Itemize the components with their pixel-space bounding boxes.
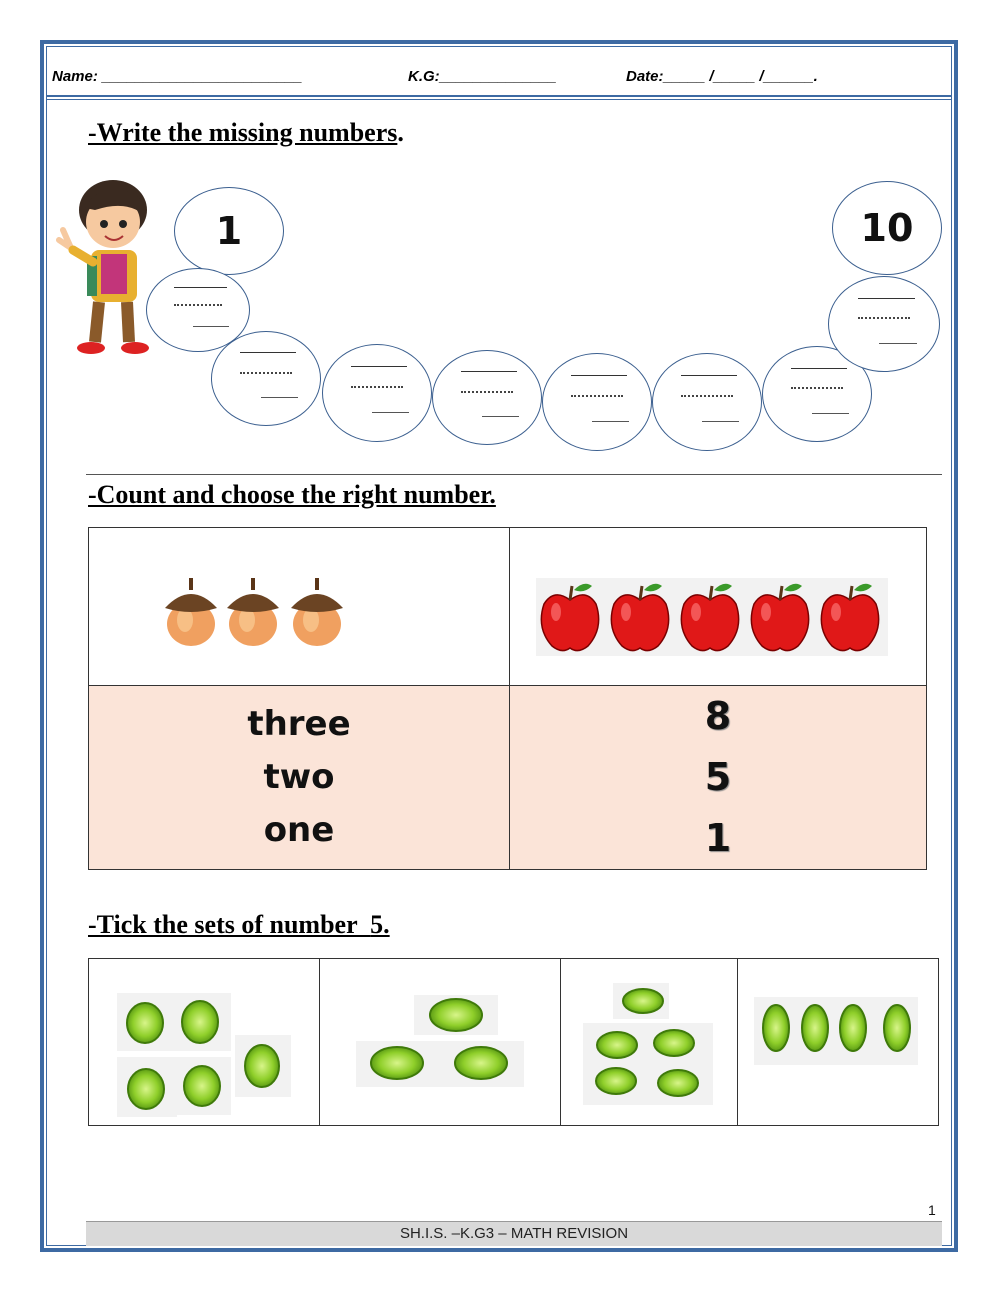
end-number: 10 <box>860 206 914 250</box>
set-1[interactable] <box>89 959 320 1126</box>
section-tick-title: -Tick the sets of number 5. <box>88 910 390 939</box>
limes-set-4 <box>738 959 938 1127</box>
set-3[interactable] <box>561 959 738 1126</box>
number-bubble-5[interactable] <box>432 350 542 445</box>
number-bubble-6[interactable] <box>542 353 652 451</box>
count-table <box>88 527 927 870</box>
acorns-picture <box>161 576 361 656</box>
number-bubble-4[interactable] <box>322 344 432 442</box>
number-options-cell <box>510 686 927 870</box>
number-bubble-7[interactable] <box>652 353 762 451</box>
apples-picture <box>536 578 888 656</box>
boy-illustration <box>55 170 165 360</box>
start-number: 1 <box>215 209 243 253</box>
section-write-missing-title: -Write the missing numbers. <box>88 118 404 147</box>
limes-set-1 <box>89 959 319 1127</box>
class-field[interactable]: K.G:______________ <box>408 68 557 85</box>
section-count-title: -Count and choose the right number. <box>88 480 496 509</box>
set-2[interactable] <box>320 959 561 1126</box>
number-bubble-9[interactable] <box>828 276 940 372</box>
option-three[interactable]: three <box>247 704 351 744</box>
number-bubble-10 <box>832 181 942 275</box>
sets-table <box>88 958 939 1126</box>
section-divider <box>86 474 942 475</box>
option-two[interactable]: two <box>263 757 335 797</box>
word-options-cell <box>89 686 510 870</box>
apples-cell <box>510 528 927 686</box>
number-bubble-3[interactable] <box>211 331 321 426</box>
acorns-cell <box>89 528 510 686</box>
option-5[interactable]: 5 <box>704 755 732 799</box>
footer-text: SH.I.S. –K.G3 – MATH REVISION <box>399 1225 629 1242</box>
date-field[interactable]: Date:_____ /_____ /______. <box>626 68 818 85</box>
option-8[interactable]: 8 <box>704 694 732 738</box>
page-number: 1 <box>928 1202 936 1218</box>
header-rule <box>46 95 952 97</box>
option-one[interactable]: one <box>263 810 335 850</box>
number-bubble-1 <box>174 187 284 275</box>
header-rule-thin <box>46 99 952 100</box>
option-1[interactable]: 1 <box>704 816 732 860</box>
name-field[interactable]: Name: ________________________ <box>52 68 303 85</box>
limes-set-3 <box>561 959 737 1127</box>
limes-set-2 <box>320 959 560 1127</box>
set-4[interactable] <box>738 959 939 1126</box>
